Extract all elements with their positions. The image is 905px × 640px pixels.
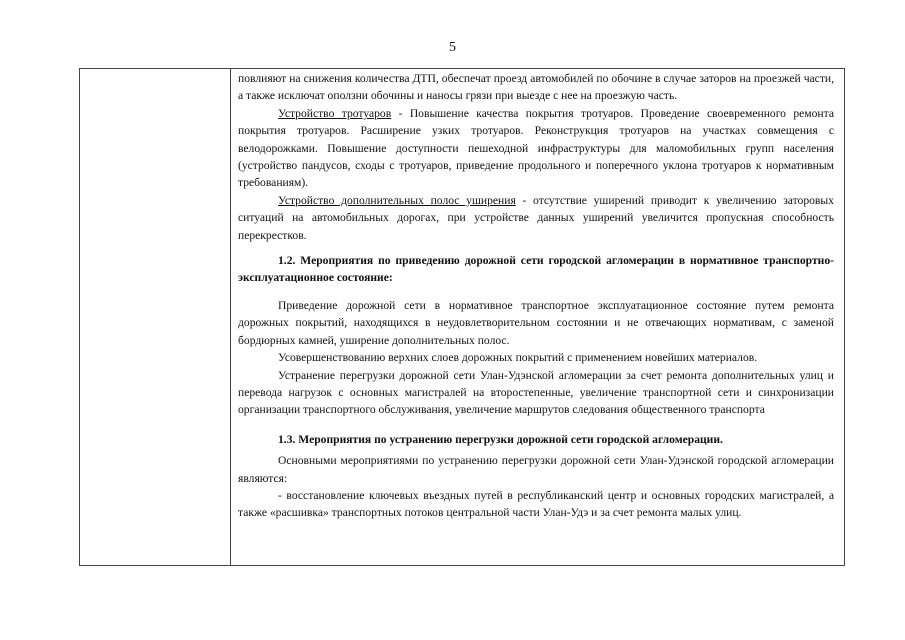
paragraph-normative-condition: Приведение дорожной сети в нормативное транспортное эксплуатационное состояние путем ремонта дорожных покрытий, находящихся в неудовлетворительном состоянии и не отвечающих нормативам, с заменой бордюрных камней, уширение дополнительных полос. <box>238 298 834 347</box>
paragraph-widening-lanes <box>238 192 834 244</box>
section-heading-1-3: 1.3. Мероприятия по устранению перегрузки дорожной сети городской агломерации. <box>278 432 723 446</box>
section-heading-1-2: 1.2. Мероприятия по приведению дорожной сети городской агломерации в нормативное транспортно-эксплуатационное состояние: <box>238 254 834 285</box>
paragraph-sidewalks <box>238 105 834 192</box>
sidewalks-label: Устройство тротуаров <box>278 106 392 120</box>
paragraph-main-measures: Основными мероприятиями по устранению перегрузки дорожной сети Улан-Удэнской городской агломерации являются: <box>238 454 834 485</box>
paragraph-overload-elimination: Устранение перегрузки дорожной сети Улан-Удэнской агломерации за счет ремонта дополнительных улиц и перевода нагрузок с основных магистралей на второстепенные, увеличение транспортной сети и синхронизации организации транспортного обслуживания, увеличение маршрутов следования общественного транспорта <box>238 368 834 417</box>
widening-lanes-label: Устройство дополнительных полос уширения <box>278 193 516 207</box>
paragraph-restoration-routes: - восстановление ключевых въездных путей в республиканский центр и основных городских магистралей, а также «расшивка» транспортных потоков центральной части Улан-Удэ и за счет ремонта малых улиц. <box>238 488 834 520</box>
widening-lanes-text: - отсутствие уширений приводит к увеличению заторовых ситуаций на автомобильных дорогах, при устройстве данных уширений увеличится пропускная способность перекрестков. <box>238 193 834 242</box>
sidewalks-text: - Повышение качества покрытия тротуаров. Проведение своевременного ремонта покрытия тротуаров. Расширение узких тротуаров. Реконструкция тротуаров на участках совмещения с велодорожками. Повышение доступности пешеходной инфраструктуры для маломобильных групп населения (устройство пандусов, сходы с тротуаров, приведение продольного и поперечного уклона тротуаров к нормативным требованиям). <box>238 106 834 190</box>
page-number: 5 <box>449 40 456 55</box>
paragraph-upper-layers: Усовершенствованию верхних слоев дорожных покрытий с применением новейших материалов. <box>278 351 758 365</box>
table-left-column <box>80 69 231 565</box>
paragraph-roadside-effects: повлияют на снижения количества ДТП, обеспечат проезд автомобилей по обочине в случае заторов на проезжей части, а также исключат оползни обочины и наносы грязи при выезде с нее на проезжую часть. <box>238 72 834 103</box>
content-table <box>79 68 845 566</box>
table-right-column <box>231 69 844 565</box>
